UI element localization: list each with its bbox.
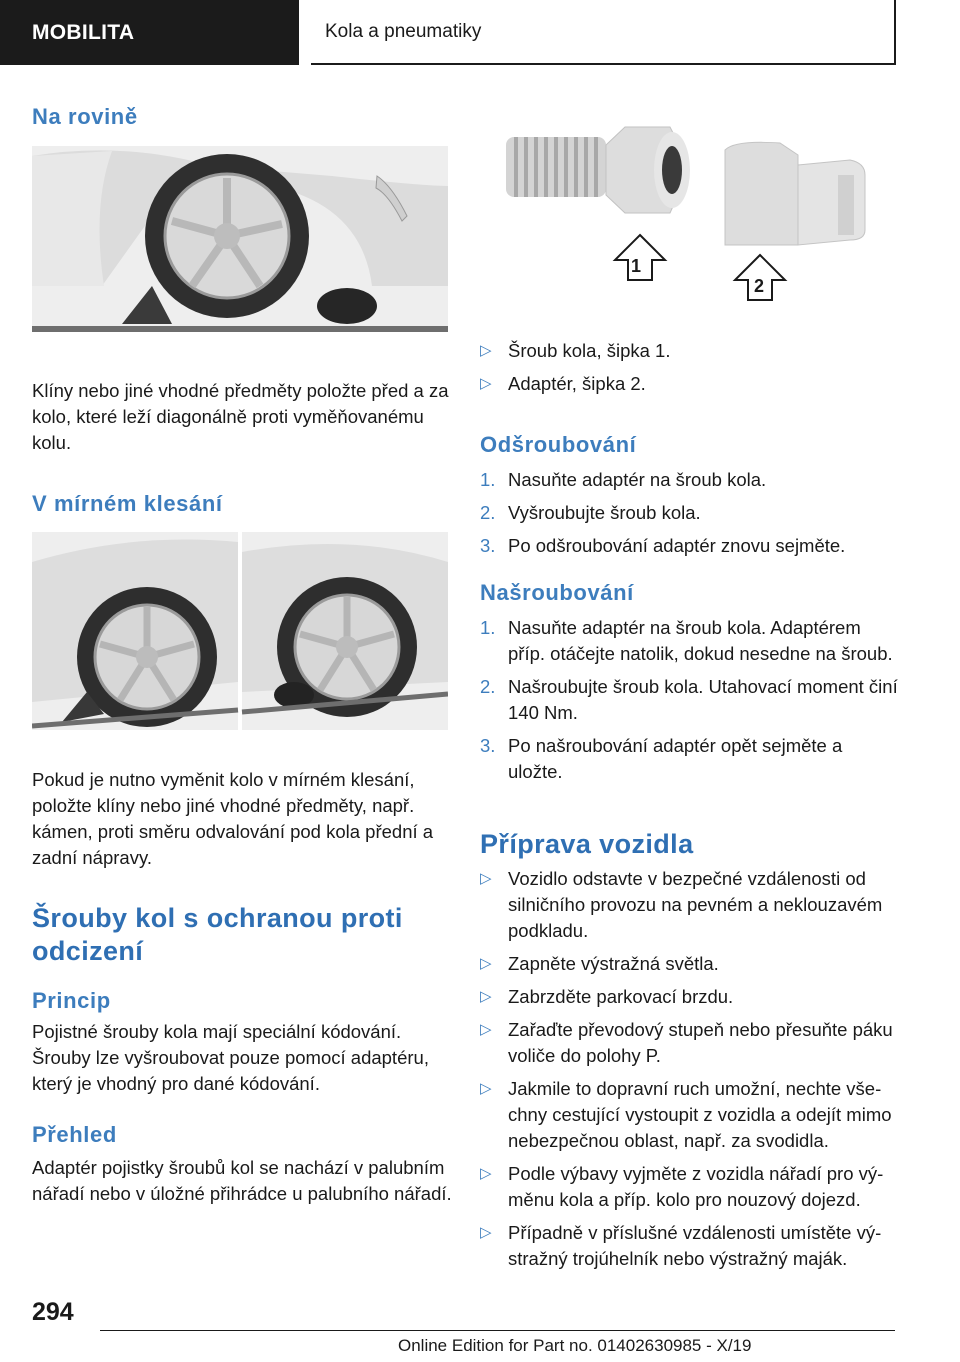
heading-vehicle-prep: Příprava vozidla [480,829,694,859]
figure-label-2: 2 [754,276,765,296]
chapter-header [311,0,896,65]
list-item: ▷ Vozidlo odstavte v bezpečné vzdálenosti od silničního provozu na pevném a neklouzavém podkladu. [480,868,883,941]
list-item: ▷ Šroub kola, šipka 1. [480,338,900,364]
list-item: 1. Nasuňte adaptér na šroub kola. Adaptérem příp. otáčejte natolik, dokud nesedne na šroub. [480,617,893,664]
figure-label-1: 1 [631,256,642,276]
screw-in-steps [480,615,900,785]
paragraph-slope: Pokud je nutno vyměnit kolo v mírném klesání, položte klíny nebo jiné vhodné předměty, např. kámen, proti směru odvalování pod kola přední a zadní nápravy. [32,769,434,868]
bullet-icon: ▷ [480,988,492,1005]
bullet-icon: ▷ [480,955,492,972]
figure-bolt-adapter [480,105,898,320]
list-item: ▷ Adaptér, šipka 2. [480,371,900,397]
list-item: 3. Po odšroubování adaptér znovu sejměte. [480,535,846,556]
figure-slope [32,532,448,730]
list-item: ▷ Jakmile to dopravní ruch umožní, nechte všechny cestující vystoupit z vozidla a odejít mimo nebezpečnou oblast, např. za svodidla. [480,1078,892,1151]
figure-legend [480,338,900,397]
heading-slope: V mírném klesání [32,491,223,516]
heading-overview: Přehled [32,1122,117,1147]
bullet-icon: ▷ [480,1021,492,1038]
edition-note: Online Edition for Part no. 01402630985 - X/19 [398,1336,752,1355]
bullet-icon: ▷ [480,1165,492,1182]
heading-unscrew: Odšroubování [480,432,637,457]
vehicle-prep-list [480,866,900,1272]
bullet-icon: ▷ [480,375,492,392]
paragraph-overview: Adaptér pojistky šroubů kol se nachází v palubním nářadí nebo v úložné přihrádce u palubního nářadí. [32,1157,452,1204]
list-item: 3. Po našroubování adaptér opět sejměte a uložte. [480,735,843,782]
heading-flat: Na rovině [32,104,138,129]
chapter-title: Kola a pneumatiky [325,20,482,42]
list-item: 2. Našroubujte šroub kola. Utahovací moment činí 140 Nm. [480,676,898,723]
list-item: 2. Vyšroubujte šroub kola. [480,502,701,523]
footer-divider [100,1330,895,1331]
section-tab [0,0,299,65]
list-item: ▷ Podle výbavy vyjměte z vozidla nářadí pro výměnu kola a příp. kolo pro nouzový dojezd. [480,1163,884,1210]
paragraph-principle: Pojistné šrouby kola mají speciální kódování. Šrouby lze vyšroubovat pouze pomocí adaptéru, který je vhodný pro dané kódování. [32,1021,429,1094]
heading-principle: Princip [32,988,111,1013]
bullet-icon: ▷ [480,1080,492,1097]
list-item: ▷ Případně v příslušné vzdálenosti umístěte výstražný trojúhelník nebo výstražný maják. [480,1222,882,1269]
bolt-and-adapter-illustration [480,105,898,320]
bullet-icon: ▷ [480,870,492,887]
section-title: MOBILITA [32,20,135,44]
page-number: 294 [32,1298,74,1326]
heading-locking-bolts: Šrouby kol s ochranou proti odcizení [32,903,403,966]
unscrew-steps [480,467,900,559]
car-wheel-chocked-illustration [32,146,448,332]
figure-flat-ground [32,146,448,332]
car-on-slope-illustration [32,532,448,730]
list-item: ▷ Zařaďte převodový stupeň nebo přesuňte páku voliče do polohy P. [480,1019,893,1066]
list-item: ▷ Zabrzděte parkovací brzdu. [480,984,900,1010]
heading-screw-in: Našroubování [480,580,634,605]
list-item: ▷ Zapněte výstražná světla. [480,951,900,977]
paragraph-flat: Klíny nebo jiné vhodné předměty položte před a za kolo, které leží diagonálně proti vyměňovanému kolu. [32,380,449,453]
list-item: 1. Nasuňte adaptér na šroub kola. [480,469,767,490]
bullet-icon: ▷ [480,342,492,359]
bullet-icon: ▷ [480,1224,492,1241]
